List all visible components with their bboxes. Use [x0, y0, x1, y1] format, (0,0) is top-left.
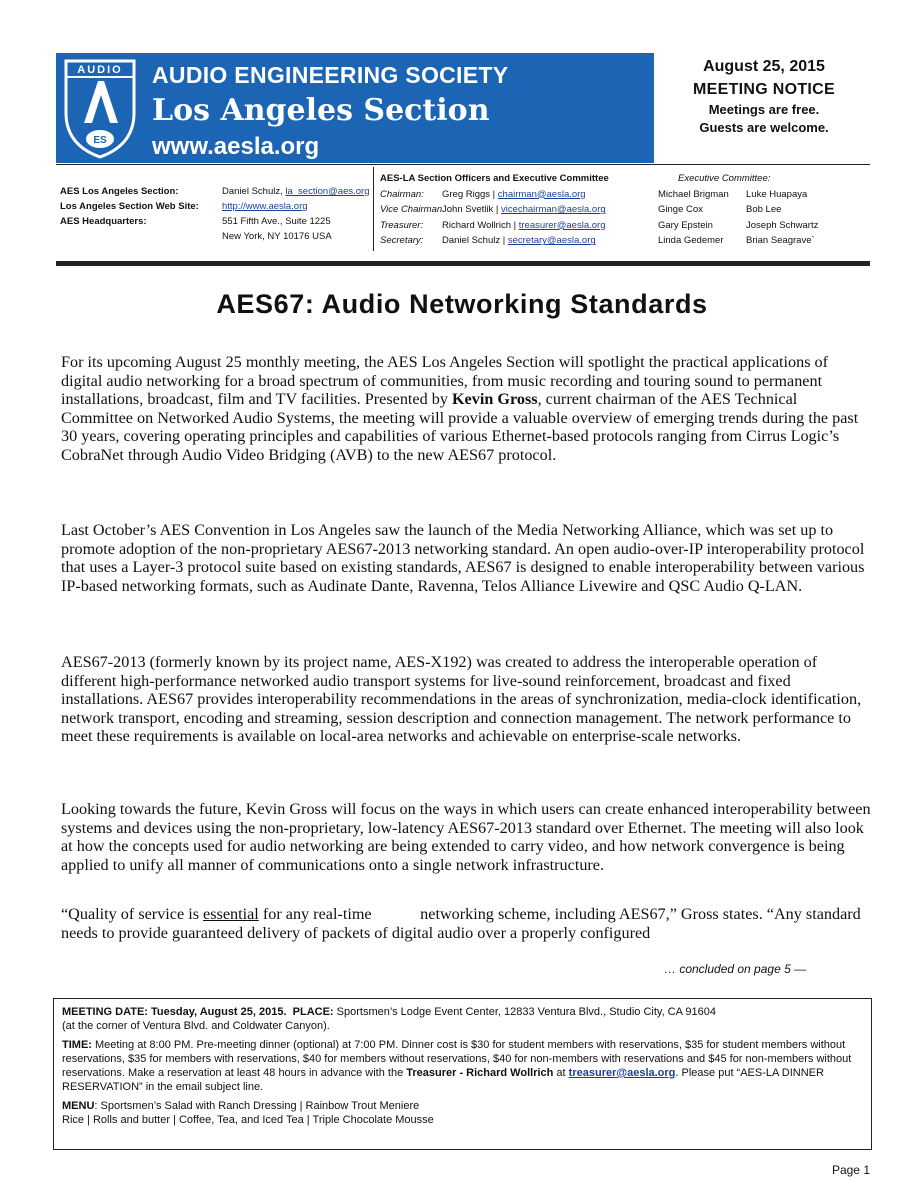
section-email-link[interactable]: la_section@aes.org [285, 186, 370, 197]
officers-heading: AES-LA Section Officers and Executive Committee [380, 173, 609, 184]
meeting-details-box [53, 998, 872, 1150]
officer-row: Vice ChairmanJohn Svetlik | vicechairman@aesla.org [380, 204, 606, 216]
secretary-email-link[interactable]: secretary@aesla.org [507, 235, 596, 247]
notice-date: August 25, 2015 [703, 58, 825, 75]
meeting-menu: MENU: Sportsmen’s Salad with Ranch Dressing | Rainbow Trout Meniere Rice | Rolls and butter | Coffee, Tea, and Iced Tea | Triple Chocolate Mousse [62, 1100, 434, 1126]
svg-text:AUDIO: AUDIO [77, 64, 123, 76]
header-banner [56, 53, 654, 163]
svg-text:ES: ES [93, 135, 107, 146]
exec-col1: Michael Brigman Ginge Cox Gary Epstein Linda Gedemer [658, 188, 729, 247]
treasurer-email-link-box[interactable]: treasurer@aesla.org [568, 1067, 676, 1079]
continued-note: … concluded on page 5 — [664, 962, 807, 976]
chairman-email-link[interactable]: chairman@aesla.org [497, 188, 586, 200]
exec-heading: Executive Committee: [678, 173, 771, 184]
exec-col2: Luke Huapaya Bob Lee Joseph Schwartz Brian Seagrave` [746, 188, 819, 247]
officer-row: Secretary: Daniel Schulz | secretary@aesla.org [380, 235, 596, 247]
aes-logo [60, 57, 140, 159]
notice-guests: Guests are welcome. [699, 120, 829, 135]
page-number: Page 1 [831, 1163, 870, 1177]
paragraph-1: For its upcoming August 25 monthly meeting, the AES Los Angeles Section will spotlight the practical applications of digital audio networking for a broad spectrum of communities, from music recording and touring sound to permanent installations, broadcast, film and TV facilities. Presented by Kevin Gross, current chairman of the AES Technical Committee on Networked Audio Systems, the meeting will provide a valuable overview of emerging trends during the past 30 years, covering operating principles and capabilities of various Ethernet-based protocols ranging from Cirrus Logic’s CobraNet through Audio Video Bridging (AVB) to the new AES67 protocol. [61, 353, 859, 464]
paragraph-3: AES67-2013 (formerly known by its project name, AES-X192) was created to address the interoperable operation of different high-performance networked audio transport systems for live-sound reinforcement, broadcast and fixed installations. AES67 provides interoperability recommendations in the areas of synchronization, media-clock identification, network transport, encoding and streaming, session description and connection management. The network performance to meet these requirements is available on local-area networks and achievable on enterprise-scale networks. [61, 653, 862, 746]
contact-labels: AES Los Angeles Section: Los Angeles Section Web Site: AES Headquarters: [60, 186, 199, 227]
divider-vertical [373, 167, 374, 251]
treasurer-email-link[interactable]: treasurer@aesla.org [518, 219, 606, 231]
meeting-time: TIME: Meeting at 8:00 PM. Pre-meeting dinner (optional) at 7:00 PM. Dinner cost is $30 for student members with reservations, $35 for student members without reservations, $35 for members with reservations, $40 for members without reservations, $40 for non-members with reservations and $45 for non-members without reservations. Make a reservation at least 48 hours in advance with the Treasurer - Richard Wollrich at treasurer@aesla.org. Please put “AES-LA DINNER RESERVATION” in the email subject line. [62, 1039, 852, 1093]
site-url[interactable]: www.aesla.org [152, 133, 320, 160]
paragraph-5: “Quality of service is essential for any real-time networking scheme, including AES67,” Gross states. “Any standard needs to provide guaranteed delivery of packets of digital audio over a properly configured [61, 905, 865, 942]
divider-thick [56, 261, 870, 266]
officer-row: Chairman: Greg Riggs | chairman@aesla.org [380, 188, 586, 200]
paragraph-4: Looking towards the future, Kevin Gross will focus on the ways in which users can create enhanced interoperability between systems and devices using the non-proprietary, low-latency AES67-2013 standard over Ethernet. The meeting will also look at how the concepts used for audio networking are being extended to carry video, and how network convergence is being applied to unify all manner of communications onto a single network infrastructure. [61, 800, 871, 874]
meeting-place: MEETING DATE: Tuesday, August 25, 2015. PLACE: Sportsmen’s Lodge Event Center, 12833 Ventura Blvd., Studio City, CA 91604 (at the corner of Ventura Blvd. and Coldwater Canyon). [62, 1006, 717, 1032]
vicechairman-email-link[interactable]: vicechairman@aesla.org [500, 204, 606, 216]
meeting-notice [656, 58, 872, 135]
article-title: AES67: Audio Networking Standards [216, 289, 708, 319]
divider [56, 164, 870, 165]
website-link[interactable]: http://www.aesla.org [222, 201, 308, 212]
contact-values: Daniel Schulz, la_section@aes.org http://www.aesla.org 551 Fifth Ave., Suite 1225 New York, NY 10176 USA [222, 186, 370, 242]
officer-row: Treasurer: Richard Wollrich | treasurer@aesla.org [380, 219, 606, 231]
officers-block [380, 171, 609, 249]
section-name: Los Angeles Section [152, 93, 490, 128]
org-name: AUDIO ENGINEERING SOCIETY [152, 62, 509, 88]
notice-free: Meetings are free. [708, 102, 820, 117]
paragraph-2: Last October’s AES Convention in Los Angeles saw the launch of the Media Networking Alliance, which was set up to promote adoption of the non-proprietary AES67-2013 networking standard. An open audio-over-IP interoperability protocol that uses a Layer-3 protocol suite based on existing standards, AES67 is designed to enable interoperability between various IP-based networking formats, such as Audinate Dante, Ravenna, Telos Alliance Livewire and QSC Audio Q-LAN. [61, 521, 865, 595]
notice-title: MEETING NOTICE [693, 81, 835, 98]
